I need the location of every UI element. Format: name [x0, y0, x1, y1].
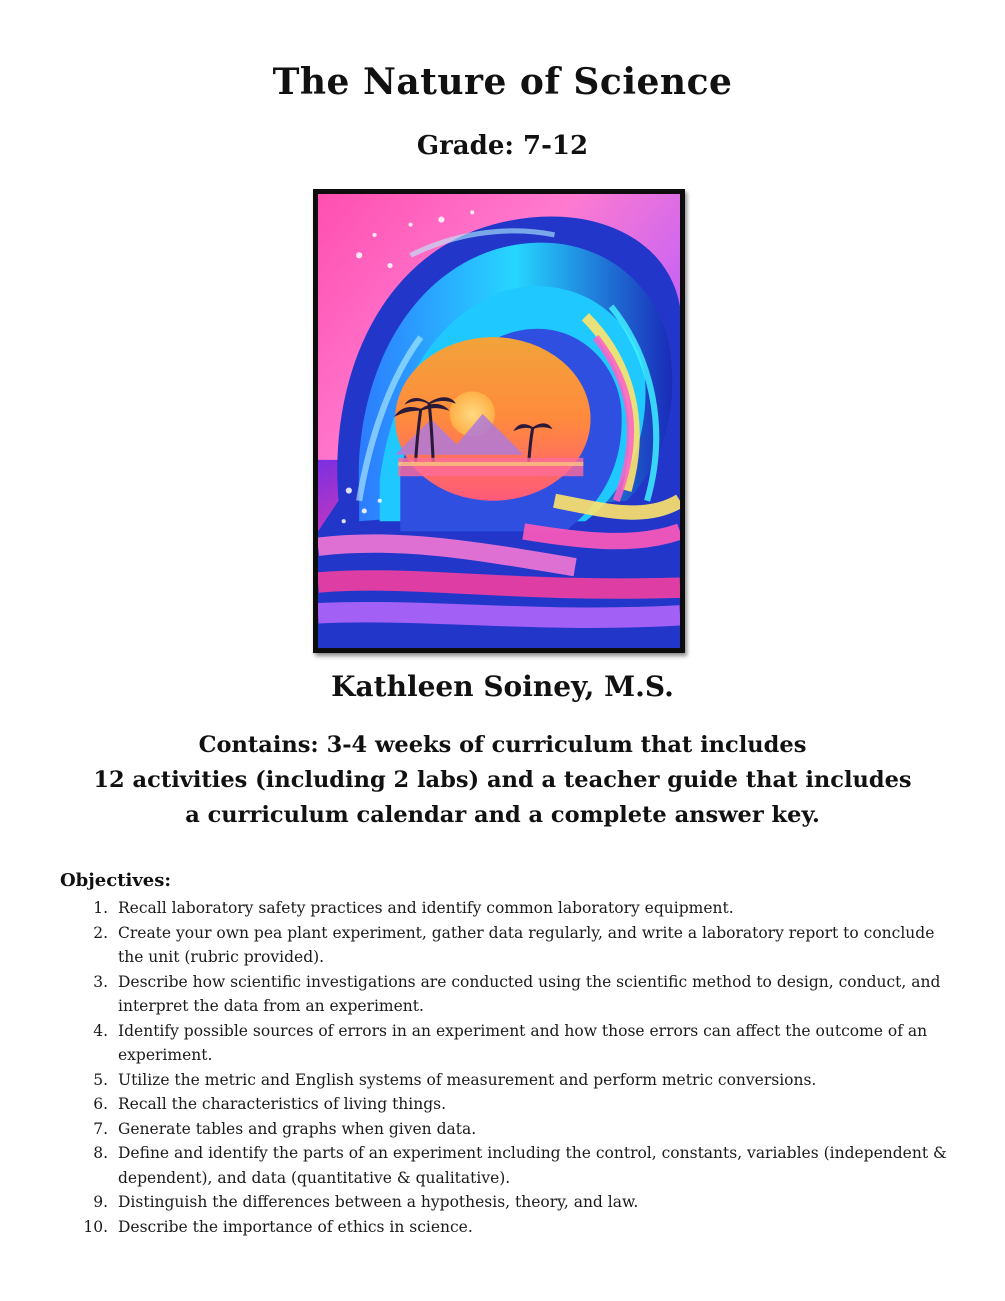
- objective-item: [60, 896, 960, 921]
- objective-number: 5.: [93, 1070, 108, 1089]
- objective-item: [60, 1215, 960, 1240]
- objective-number: 10.: [83, 1217, 108, 1236]
- contents-summary-line: 12 activities (including 2 labs) and a teacher guide that includes: [93, 767, 912, 793]
- author-name: Kathleen Soiney, M.S.: [331, 670, 674, 703]
- objective-number: 6.: [93, 1095, 108, 1113]
- contents-summary-line: Contains: 3-4 weeks of curriculum that includes: [198, 732, 807, 758]
- objective-text: Describe how scientific investigations are conducted using the scientific method to design, conduct, and interpret the data from an experiment.: [118, 972, 941, 1015]
- objective-number: 1.: [93, 899, 108, 917]
- objective-item: [60, 921, 960, 970]
- objective-text: Recall laboratory safety practices and identify common laboratory equipment.: [118, 899, 734, 917]
- document-title: The Nature of Science: [272, 61, 733, 103]
- objective-number: 8.: [93, 1144, 108, 1162]
- objective-item: [60, 970, 960, 1019]
- cover-image-frame: [313, 189, 685, 653]
- objective-text: Create your own pea plant experiment, gather data regularly, and write a laboratory report to conclude the unit (rubric provided).: [118, 923, 935, 966]
- contents-summary: [40, 728, 965, 833]
- objective-number: 7.: [93, 1119, 108, 1138]
- objective-number: 3.: [93, 972, 108, 991]
- objective-number: 2.: [93, 923, 108, 942]
- objective-item: [60, 1141, 960, 1190]
- objective-text: Describe the importance of ethics in science.: [118, 1217, 473, 1236]
- objective-text: Recall the characteristics of living things.: [118, 1095, 447, 1113]
- objective-item: [60, 1068, 960, 1093]
- objective-number: 4.: [93, 1021, 108, 1040]
- objective-item: [60, 1019, 960, 1068]
- objectives-list: [60, 896, 960, 1239]
- objective-text: Generate tables and graphs when given data.: [118, 1119, 477, 1138]
- objective-text: Utilize the metric and English systems of measurement and perform metric conversions.: [118, 1070, 817, 1089]
- objective-item: [60, 1190, 960, 1215]
- objective-text: Define and identify the parts of an experiment including the control, constants, variables (independent & dependent), and data (quantitative & qualitative).: [118, 1144, 947, 1187]
- wave-artwork-image: [318, 194, 680, 648]
- objective-item: [60, 1092, 960, 1117]
- objective-number: 9.: [93, 1193, 108, 1211]
- contents-summary-line: a curriculum calendar and a complete answer key.: [185, 802, 820, 828]
- objectives-heading: Objectives:: [60, 870, 172, 891]
- objective-item: [60, 1117, 960, 1142]
- objective-text: Distinguish the differences between a hypothesis, theory, and law.: [118, 1193, 639, 1211]
- objective-text: Identify possible sources of errors in an experiment and how those errors can affect the outcome of an experiment.: [118, 1021, 928, 1064]
- grade-level: Grade: 7-12: [416, 131, 589, 161]
